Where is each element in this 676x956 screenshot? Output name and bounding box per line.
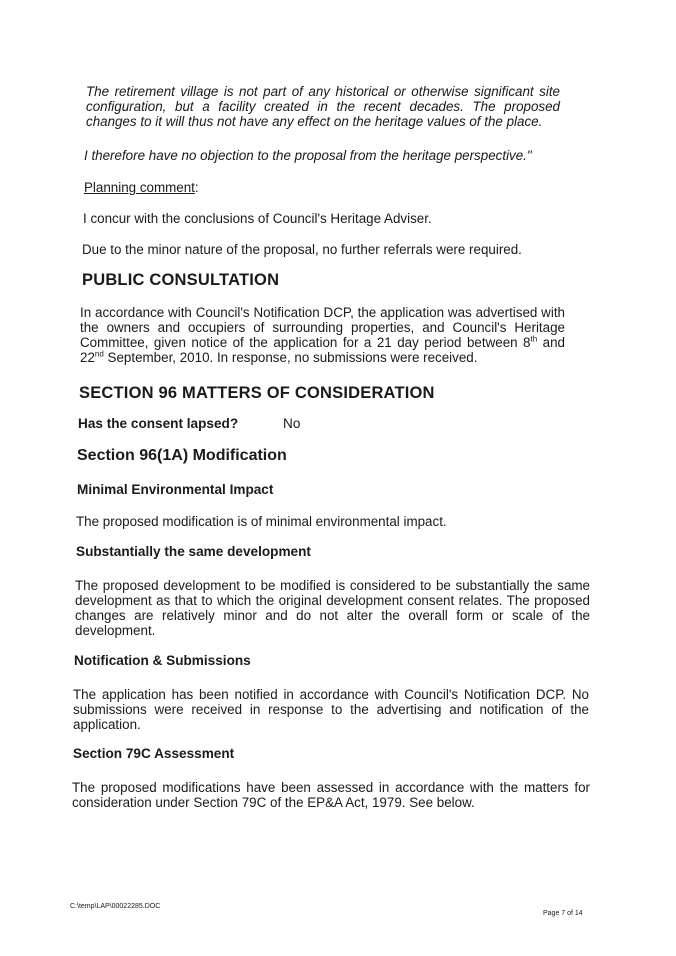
heritage-quote-paragraph: The retirement village is not part of any historical or otherwise significant site configuration, but a facility created in the recent decades. The proposed changes to it will thus not have any effect on the heritage values of the place. — [86, 84, 560, 129]
consent-lapsed-value: No — [283, 416, 301, 431]
minimal-impact-heading: Minimal Environmental Impact — [77, 482, 274, 497]
same-development-text: The proposed development to be modified is considered to be substantially the same development as that to which the original development consent relates. The proposed changes are relatively minor and do not alter the overall form or scale of the development. — [75, 578, 590, 638]
planning-comment-heading: Planning comment: — [84, 180, 199, 195]
section-96-1a-heading: Section 96(1A) Modification — [77, 447, 287, 464]
footer-file-path: C:\temp\LAP\00022285.DOC — [70, 903, 161, 910]
section-79c-text: The proposed modifications have been assessed in accordance with the matters for consideration under Section 79C of the EP&A Act, 1979. See below. — [72, 780, 590, 810]
minimal-impact-text: The proposed modification is of minimal environmental impact. — [76, 514, 447, 529]
same-development-heading: Substantially the same development — [76, 544, 311, 559]
footer-page-number: Page 7 of 14 — [543, 910, 583, 917]
public-consultation-paragraph: In accordance with Council's Notification DCP, the application was advertised with the owners and occupiers of surrounding properties, and Council's Heritage Committee, given notice of the application for a 21 day period between 8th and 22nd September, 2010. In response, no submissions were received. — [80, 305, 565, 365]
planning-concur-text: I concur with the conclusions of Council's Heritage Adviser. — [83, 211, 432, 226]
heritage-conclusion-paragraph: I therefore have no objection to the proposal from the heritage perspective." — [84, 148, 532, 163]
notification-text: The application has been notified in accordance with Council's Notification DCP. No submissions were received in response to the advertising and notification of the application. — [73, 687, 589, 732]
notification-heading: Notification & Submissions — [74, 653, 251, 668]
section-96-heading: SECTION 96 MATTERS OF CONSIDERATION — [79, 384, 435, 402]
planning-referrals-text: Due to the minor nature of the proposal, no further referrals were required. — [82, 242, 522, 257]
consent-lapsed-label: Has the consent lapsed? — [78, 416, 239, 431]
consent-lapsed-row — [78, 416, 300, 431]
section-79c-heading: Section 79C Assessment — [73, 746, 235, 761]
public-consultation-heading: PUBLIC CONSULTATION — [82, 271, 280, 289]
